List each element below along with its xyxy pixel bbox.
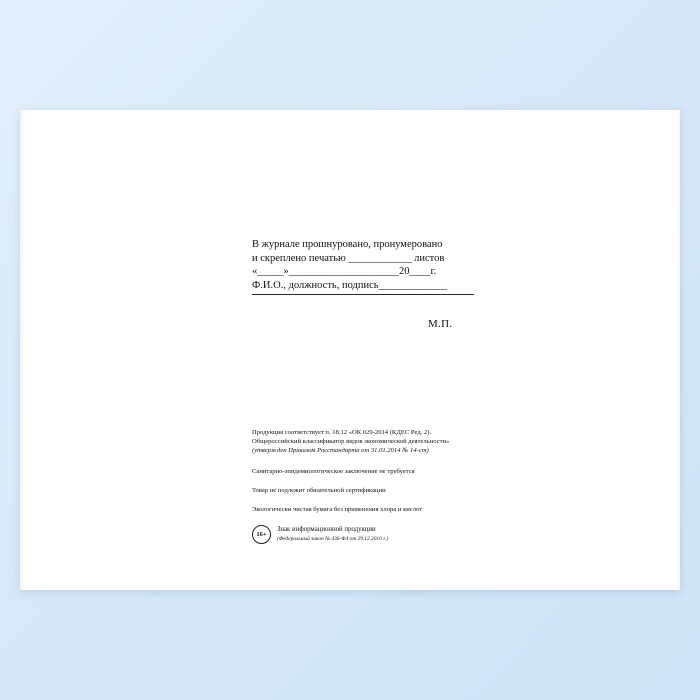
certification-line-3: «_____»_____________________20____г. — [252, 266, 437, 277]
certification-note: Товар не подлежит обязательной сертификации — [252, 486, 386, 494]
footer-block — [252, 428, 552, 544]
certification-line-2-fill: _____________ — [348, 252, 412, 264]
certification-line-4-fill: ______________ — [378, 279, 447, 291]
product-standard-line-1: Продукция соответствует п. 18.12 «ОК 029-2014 (КДЕС Ред. 2). — [252, 429, 432, 436]
info-mark-row — [252, 525, 552, 544]
certification-line-1: В журнале прошнуровано, пронумеровано — [252, 239, 443, 250]
info-mark-law: (Федеральный закон № 436-ФЗ от 29.12.2010 г.) — [277, 536, 389, 543]
product-standard-line-2: Общероссийский классификатор видов экономической деятельности» — [252, 438, 450, 446]
sanitary-note: Санитарно-эпидемиологическое заключение не требуется — [252, 467, 415, 475]
certification-line-2-suffix: листов — [411, 252, 445, 264]
age-rating-icon: 16+ — [252, 525, 271, 544]
product-standard-line-3: (утвержден Приказом Росстандарта от 31.01.2014 № 14-ст) — [252, 447, 429, 455]
certification-line-4-prefix: Ф.И.О., должность, подпись — [252, 279, 379, 291]
paper-note: Экологически чистая бумага без применения хлора и кислот — [252, 506, 423, 514]
certification-block — [252, 238, 532, 296]
certification-line-4 — [252, 279, 532, 293]
signature-rule — [252, 294, 474, 295]
certification-line-2-prefix: и скреплено печатью — [252, 252, 349, 264]
document-page — [20, 110, 680, 590]
info-mark-title: Знак информационной продукции — [277, 525, 376, 533]
info-mark-text — [277, 526, 388, 544]
certification-line-2 — [252, 252, 532, 266]
stamp-place-label: М.П. — [428, 318, 453, 330]
